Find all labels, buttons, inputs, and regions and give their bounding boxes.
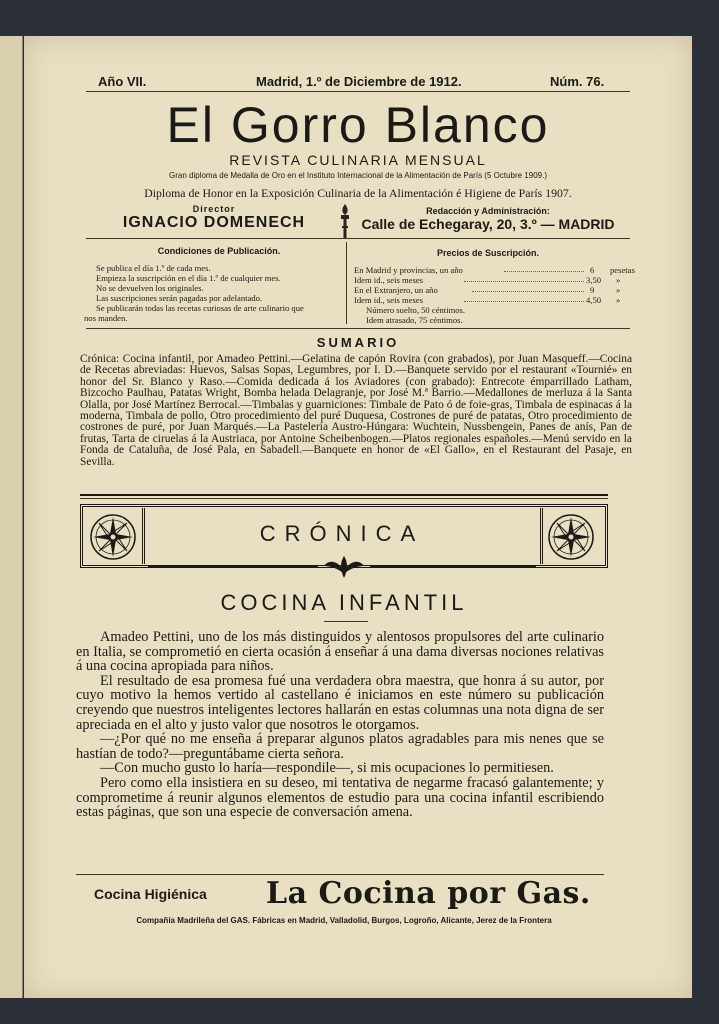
precio-unit: » <box>616 285 621 295</box>
precio-unit: » <box>616 295 621 305</box>
precio-suelto: Número suelto, 50 céntimos. <box>366 305 466 315</box>
article-body <box>76 630 604 820</box>
header-rule <box>86 91 630 92</box>
column-divider <box>346 242 347 324</box>
precio-value: 6 <box>590 265 595 275</box>
advert-main: La Cocina por Gas. <box>266 876 591 911</box>
sumario-heading: SUMARIO <box>316 335 400 350</box>
issue-date: Madrid, 1.º de Diciembre de 1912. <box>256 74 462 89</box>
precio-value: 3,50 <box>586 275 602 285</box>
article-title: COCINA INFANTIL <box>220 590 468 615</box>
sumario-rule-thick <box>80 494 608 496</box>
condiciones-heading: Condiciones de Publicación. <box>157 246 281 256</box>
award-gold-medal: Gran diploma de Medalla de Oro en el Instituto Internacional de la Alimentación de París (5 Octubre 1909.) <box>169 171 547 180</box>
article-paragraph: Pero como ella insistiera en su deseo, mi tentativa de negarme fracasó galantemente; y comprometime á reunir algunos elementos de estudio para una cocina infantil escribiendo estas páginas, que son una especie de conversación amena. <box>76 774 604 821</box>
info-rule-top <box>86 238 630 239</box>
banner-divider-right <box>540 508 543 564</box>
condiciones-line: No se devuelven los originales. <box>96 283 204 293</box>
precio-atrasado: Idem atrasado, 75 céntimos. <box>366 315 463 325</box>
magazine-page <box>24 36 692 998</box>
article-paragraph: —Con mucho gusto lo haría—respondile—, si mis ocupaciones lo permitiesen. <box>100 760 554 777</box>
masthead-title: El Gorro Blanco <box>166 97 550 153</box>
sumario-rule-thin <box>80 498 608 499</box>
precio-value: 9 <box>590 285 595 295</box>
advert-footer: Compañía Madrileña del GAS. Fábricas en Madrid, Valladolid, Burgos, Logroño, Alicante, Jerez de la Frontera <box>136 916 552 925</box>
condiciones-line: nos manden. <box>84 313 128 323</box>
precio-label: En el Extranjero, un año <box>354 285 438 295</box>
precio-label: Idem id., seis meses <box>354 275 423 285</box>
precio-row <box>354 265 644 275</box>
article-paragraph: Amadeo Pettini, uno de los más distinguidos y alentosos propulsores del arte culinario en Italia, se comprometió en cierta ocasión á enseñar á una dama diversas nociones relativas á una cocina apropiada para niños. <box>76 629 604 675</box>
advert-lead: Cocina Higiénica <box>94 886 207 902</box>
precio-unit: » <box>616 275 621 285</box>
masthead-subtitle: REVISTA CULINARIA MENSUAL <box>229 152 487 168</box>
cronica-banner-title: CRÓNICA <box>259 521 425 546</box>
condiciones-line: Se publica el día 1.º de cada mes. <box>96 263 211 273</box>
precios-heading: Precios de Suscripción. <box>436 248 540 258</box>
precio-row <box>354 285 644 295</box>
info-rule-bottom <box>86 328 630 329</box>
banner-rule-left <box>148 566 318 568</box>
precios-table <box>354 265 644 325</box>
precio-row <box>354 295 644 305</box>
redaccion-label: Redacción y Administración: <box>426 206 550 216</box>
banner-divider-left <box>142 508 145 564</box>
adjacent-page-edge <box>0 36 23 998</box>
issue-number: Núm. 76. <box>550 74 605 89</box>
condiciones-list <box>84 263 346 323</box>
award-diploma: Diploma de Honor en la Exposición Culinaria de la Alimentación é Higiene de París 1907. <box>144 186 572 200</box>
compass-rose-icon <box>546 512 596 562</box>
fleuron-icon <box>322 554 366 580</box>
precio-value: 4,50 <box>586 295 602 305</box>
banner-rule-right <box>370 566 536 568</box>
issue-year: Año VII. <box>98 74 147 89</box>
precio-unit: pesetas <box>610 265 635 275</box>
article-paragraph: El resultado de esa promesa fué una verdadera obra maestra, que honra á su autor, por cuyo motivo la hemos vertido al castellano é iniciamos en este número su publicación creyendo que nuestros inteligentes lectores hallarán en estas columnas una nota digna de ser apreciada en el alto y justo valor que nosotros le otorgamos. <box>76 672 604 733</box>
director-name: IGNACIO DOMENECH <box>122 214 306 231</box>
precio-label: Idem id., seis meses <box>354 295 423 305</box>
torch-icon <box>338 202 352 242</box>
title-underline <box>324 621 368 622</box>
redaccion-address: Calle de Echegaray, 20, 3.º — MADRID <box>361 216 615 232</box>
condiciones-line: Las suscripciones serán pagadas por adelantado. <box>96 293 263 303</box>
sumario-text: Crónica: Cocina infantil, por Amadeo Pettini.—Gelatina de capón Rovira (con grabados), por Juan Masqueff.—Cocina de Recetas abreviadas: Huevos, Salsas Sopas, Legumbres, por I. D.—Banquete servido por el restaurant «Tournié» en honor del Sr. Blanco y Raso.—Comida dedicada á los Aviadores (con grabado): Entrecote émparrillado Latham, Bizcocho Paulhau, Patatas Wright, Bomba helada Delagranje, por José M.ª Barrio.—Medallones de merluza á la Santa Olalla, por José Martínez Berrocal.—Timbalas y guarniciones: Timbale de Pato ó de foie-gras, Timbala de espinacas á la moderna, Timbala de pollo, Otro procedimiento del puré Duquesa, Costrones de puré de patatas, Otro procedimiento de costrones de puré, por Juan Marqués.—La Pastelería Austro-Húngara: Wuchtein, Nussbengein, Panes de anís, Pan de frutas, Tarta de ciruelas á la Austriaca, por Antoine Scheibenbogen.—Platos regionales españoles.—Menú servido en la Fonda de Cataluña, de José Pala, en Sabadell.—Banquete en honor de «El Gallo», en el Restaurant del Pasaje, en Sevilla. <box>80 354 632 468</box>
advert-rule <box>76 874 604 875</box>
precio-label: En Madrid y provincias, un año <box>354 265 463 275</box>
precio-row <box>354 275 644 285</box>
article-paragraph: —¿Por qué no me enseña á preparar algunos platos agradables para mis nenes que se hastían de todo?—preguntábame cierta señora. <box>76 731 604 762</box>
compass-rose-icon <box>88 512 138 562</box>
director-label: Director <box>192 204 236 214</box>
condiciones-line: Empieza la suscripción en el día 1.º de cualquier mes. <box>96 273 281 283</box>
condiciones-line: Se publicarán todas las recetas curiosas de arte culinario que <box>96 303 304 313</box>
